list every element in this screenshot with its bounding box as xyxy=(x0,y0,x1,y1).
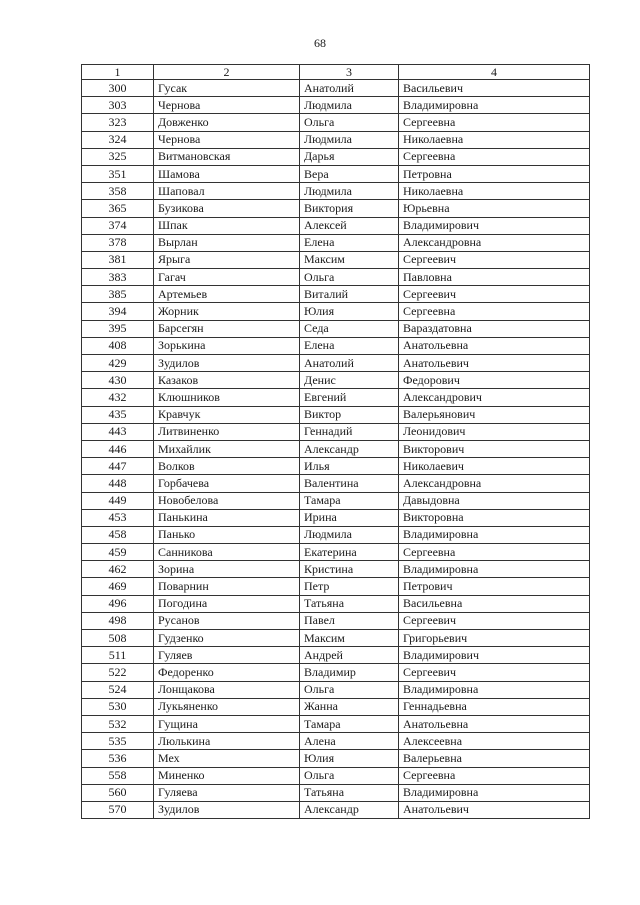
cell-number: 496 xyxy=(82,595,154,612)
cell-patronymic: Сергеевна xyxy=(399,767,590,784)
cell-number: 325 xyxy=(82,148,154,165)
cell-first-name: Жанна xyxy=(300,698,399,715)
table-row xyxy=(82,578,590,595)
cell-first-name: Татьяна xyxy=(300,784,399,801)
cell-patronymic: Валерьевна xyxy=(399,750,590,767)
cell-number: 560 xyxy=(82,784,154,801)
cell-first-name: Юлия xyxy=(300,750,399,767)
cell-surname: Зудилов xyxy=(154,355,300,372)
cell-surname: Панькина xyxy=(154,509,300,526)
cell-surname: Гуляева xyxy=(154,784,300,801)
cell-first-name: Ольга xyxy=(300,114,399,131)
cell-first-name: Александр xyxy=(300,801,399,818)
table-row xyxy=(82,355,590,372)
cell-first-name: Елена xyxy=(300,234,399,251)
cell-patronymic: Викторовна xyxy=(399,509,590,526)
cell-first-name: Ольга xyxy=(300,681,399,698)
cell-number: 365 xyxy=(82,200,154,217)
cell-number: 449 xyxy=(82,492,154,509)
table-row xyxy=(82,664,590,681)
cell-surname: Зудилов xyxy=(154,801,300,818)
cell-patronymic: Викторович xyxy=(399,440,590,457)
cell-first-name: Людмила xyxy=(300,131,399,148)
cell-first-name: Ольга xyxy=(300,269,399,286)
cell-patronymic: Владимирович xyxy=(399,217,590,234)
cell-patronymic: Петрович xyxy=(399,578,590,595)
column-header: 2 xyxy=(154,65,300,80)
cell-patronymic: Леонидович xyxy=(399,423,590,440)
table-row xyxy=(82,681,590,698)
cell-surname: Волков xyxy=(154,458,300,475)
cell-first-name: Татьяна xyxy=(300,595,399,612)
cell-first-name: Владимир xyxy=(300,664,399,681)
cell-number: 524 xyxy=(82,681,154,698)
cell-first-name: Геннадий xyxy=(300,423,399,440)
cell-patronymic: Сергеевна xyxy=(399,303,590,320)
cell-patronymic: Александрович xyxy=(399,389,590,406)
cell-first-name: Виктория xyxy=(300,200,399,217)
cell-number: 394 xyxy=(82,303,154,320)
cell-first-name: Максим xyxy=(300,630,399,647)
cell-number: 535 xyxy=(82,733,154,750)
cell-surname: Гущина xyxy=(154,715,300,732)
cell-patronymic: Николаевна xyxy=(399,183,590,200)
table-row xyxy=(82,630,590,647)
cell-first-name: Андрей xyxy=(300,647,399,664)
cell-surname: Витмановская xyxy=(154,148,300,165)
table-row xyxy=(82,561,590,578)
table-row xyxy=(82,303,590,320)
table-row xyxy=(82,406,590,423)
cell-first-name: Алексей xyxy=(300,217,399,234)
cell-surname: Лукьяненко xyxy=(154,698,300,715)
cell-surname: Погодина xyxy=(154,595,300,612)
cell-surname: Гуляев xyxy=(154,647,300,664)
cell-surname: Бузикова xyxy=(154,200,300,217)
table-row xyxy=(82,389,590,406)
cell-first-name: Анатолий xyxy=(300,355,399,372)
cell-number: 448 xyxy=(82,475,154,492)
cell-surname: Ярыга xyxy=(154,251,300,268)
cell-surname: Федоренко xyxy=(154,664,300,681)
cell-number: 432 xyxy=(82,389,154,406)
cell-number: 530 xyxy=(82,698,154,715)
table-row xyxy=(82,131,590,148)
table-row xyxy=(82,698,590,715)
cell-patronymic: Юрьевна xyxy=(399,200,590,217)
cell-first-name: Ирина xyxy=(300,509,399,526)
cell-surname: Русанов xyxy=(154,612,300,629)
cell-patronymic: Вараздатовна xyxy=(399,320,590,337)
cell-number: 430 xyxy=(82,372,154,389)
cell-number: 511 xyxy=(82,647,154,664)
cell-surname: Литвиненко xyxy=(154,423,300,440)
cell-patronymic: Сергеевич xyxy=(399,612,590,629)
cell-patronymic: Николаевич xyxy=(399,458,590,475)
cell-patronymic: Владимирович xyxy=(399,647,590,664)
cell-number: 462 xyxy=(82,561,154,578)
table-row xyxy=(82,97,590,114)
cell-patronymic: Петровна xyxy=(399,165,590,182)
cell-first-name: Дарья xyxy=(300,148,399,165)
column-header: 4 xyxy=(399,65,590,80)
cell-patronymic: Давыдовна xyxy=(399,492,590,509)
cell-first-name: Алена xyxy=(300,733,399,750)
cell-patronymic: Сергеевна xyxy=(399,148,590,165)
table-row xyxy=(82,526,590,543)
cell-patronymic: Сергеевич xyxy=(399,664,590,681)
table-row xyxy=(82,767,590,784)
cell-first-name: Людмила xyxy=(300,183,399,200)
cell-surname: Гусак xyxy=(154,80,300,97)
cell-patronymic: Николаевна xyxy=(399,131,590,148)
cell-patronymic: Александровна xyxy=(399,475,590,492)
cell-first-name: Тамара xyxy=(300,492,399,509)
cell-number: 435 xyxy=(82,406,154,423)
cell-patronymic: Павловна xyxy=(399,269,590,286)
cell-number: 358 xyxy=(82,183,154,200)
cell-patronymic: Александровна xyxy=(399,234,590,251)
cell-patronymic: Сергеевич xyxy=(399,286,590,303)
table-row xyxy=(82,200,590,217)
table-header-row xyxy=(82,65,590,80)
cell-first-name: Максим xyxy=(300,251,399,268)
cell-patronymic: Владимировна xyxy=(399,526,590,543)
cell-first-name: Илья xyxy=(300,458,399,475)
roster-table xyxy=(81,64,590,819)
cell-patronymic: Григорьевич xyxy=(399,630,590,647)
cell-number: 408 xyxy=(82,337,154,354)
cell-patronymic: Анатольевич xyxy=(399,355,590,372)
cell-surname: Шаповал xyxy=(154,183,300,200)
cell-surname: Поварнин xyxy=(154,578,300,595)
cell-surname: Довженко xyxy=(154,114,300,131)
cell-number: 453 xyxy=(82,509,154,526)
cell-first-name: Ольга xyxy=(300,767,399,784)
cell-surname: Люлькина xyxy=(154,733,300,750)
cell-number: 522 xyxy=(82,664,154,681)
cell-first-name: Виталий xyxy=(300,286,399,303)
cell-surname: Чернова xyxy=(154,131,300,148)
cell-surname: Жорник xyxy=(154,303,300,320)
cell-number: 447 xyxy=(82,458,154,475)
cell-first-name: Петр xyxy=(300,578,399,595)
cell-first-name: Виктор xyxy=(300,406,399,423)
cell-patronymic: Сергеевич xyxy=(399,251,590,268)
table-row xyxy=(82,647,590,664)
cell-patronymic: Владимировна xyxy=(399,681,590,698)
cell-number: 459 xyxy=(82,544,154,561)
cell-first-name: Евгений xyxy=(300,389,399,406)
cell-surname: Михайлик xyxy=(154,440,300,457)
cell-number: 446 xyxy=(82,440,154,457)
cell-surname: Артемьев xyxy=(154,286,300,303)
page-number: 68 xyxy=(314,36,326,50)
cell-first-name: Денис xyxy=(300,372,399,389)
cell-number: 374 xyxy=(82,217,154,234)
cell-surname: Лонщакова xyxy=(154,681,300,698)
cell-number: 458 xyxy=(82,526,154,543)
table-row xyxy=(82,492,590,509)
table-row xyxy=(82,372,590,389)
cell-number: 323 xyxy=(82,114,154,131)
cell-surname: Казаков xyxy=(154,372,300,389)
table-row xyxy=(82,165,590,182)
table-row xyxy=(82,80,590,97)
cell-number: 429 xyxy=(82,355,154,372)
cell-first-name: Кристина xyxy=(300,561,399,578)
cell-number: 558 xyxy=(82,767,154,784)
table-row xyxy=(82,114,590,131)
cell-patronymic: Владимировна xyxy=(399,561,590,578)
cell-number: 469 xyxy=(82,578,154,595)
cell-first-name: Елена xyxy=(300,337,399,354)
table-row xyxy=(82,733,590,750)
table-row xyxy=(82,595,590,612)
cell-first-name: Юлия xyxy=(300,303,399,320)
cell-number: 570 xyxy=(82,801,154,818)
cell-surname: Гагач xyxy=(154,269,300,286)
cell-number: 385 xyxy=(82,286,154,303)
cell-surname: Зорина xyxy=(154,561,300,578)
cell-surname: Миненко xyxy=(154,767,300,784)
cell-number: 381 xyxy=(82,251,154,268)
table-row xyxy=(82,183,590,200)
cell-number: 351 xyxy=(82,165,154,182)
table-row xyxy=(82,544,590,561)
cell-number: 395 xyxy=(82,320,154,337)
column-header: 3 xyxy=(300,65,399,80)
cell-patronymic: Владимировна xyxy=(399,784,590,801)
cell-first-name: Павел xyxy=(300,612,399,629)
cell-patronymic: Анатольевна xyxy=(399,715,590,732)
table-row xyxy=(82,234,590,251)
cell-patronymic: Сергеевна xyxy=(399,544,590,561)
table-row xyxy=(82,475,590,492)
cell-number: 300 xyxy=(82,80,154,97)
cell-patronymic: Сергеевна xyxy=(399,114,590,131)
table-row xyxy=(82,801,590,818)
cell-patronymic: Владимировна xyxy=(399,97,590,114)
cell-first-name: Валентина xyxy=(300,475,399,492)
cell-surname: Клюшников xyxy=(154,389,300,406)
cell-number: 532 xyxy=(82,715,154,732)
table-row xyxy=(82,509,590,526)
cell-surname: Гудзенко xyxy=(154,630,300,647)
table-row xyxy=(82,251,590,268)
cell-patronymic: Геннадьевна xyxy=(399,698,590,715)
cell-patronymic: Васильевна xyxy=(399,595,590,612)
table-row xyxy=(82,750,590,767)
cell-patronymic: Валерьянович xyxy=(399,406,590,423)
table-row xyxy=(82,217,590,234)
cell-surname: Горбачева xyxy=(154,475,300,492)
cell-surname: Зорькина xyxy=(154,337,300,354)
cell-number: 303 xyxy=(82,97,154,114)
cell-number: 498 xyxy=(82,612,154,629)
cell-first-name: Анатолий xyxy=(300,80,399,97)
cell-first-name: Вера xyxy=(300,165,399,182)
cell-number: 383 xyxy=(82,269,154,286)
table-row xyxy=(82,423,590,440)
cell-surname: Чернова xyxy=(154,97,300,114)
cell-number: 443 xyxy=(82,423,154,440)
cell-number: 536 xyxy=(82,750,154,767)
cell-surname: Новобелова xyxy=(154,492,300,509)
table-row xyxy=(82,458,590,475)
cell-surname: Шпак xyxy=(154,217,300,234)
cell-surname: Панько xyxy=(154,526,300,543)
cell-surname: Санникова xyxy=(154,544,300,561)
table-row xyxy=(82,148,590,165)
column-header: 1 xyxy=(82,65,154,80)
cell-first-name: Тамара xyxy=(300,715,399,732)
cell-first-name: Людмила xyxy=(300,526,399,543)
cell-surname: Вырлан xyxy=(154,234,300,251)
cell-number: 324 xyxy=(82,131,154,148)
cell-first-name: Екатерина xyxy=(300,544,399,561)
cell-surname: Мех xyxy=(154,750,300,767)
table-body xyxy=(82,80,590,819)
cell-first-name: Седа xyxy=(300,320,399,337)
table-row xyxy=(82,320,590,337)
table-row xyxy=(82,286,590,303)
table-row xyxy=(82,612,590,629)
cell-patronymic: Анатольевич xyxy=(399,801,590,818)
table-row xyxy=(82,440,590,457)
table-row xyxy=(82,337,590,354)
cell-number: 378 xyxy=(82,234,154,251)
cell-surname: Шамова xyxy=(154,165,300,182)
cell-patronymic: Анатольевна xyxy=(399,337,590,354)
cell-first-name: Александр xyxy=(300,440,399,457)
cell-patronymic: Федорович xyxy=(399,372,590,389)
cell-patronymic: Васильевич xyxy=(399,80,590,97)
cell-patronymic: Алексеевна xyxy=(399,733,590,750)
cell-surname: Барсегян xyxy=(154,320,300,337)
cell-number: 508 xyxy=(82,630,154,647)
table-row xyxy=(82,784,590,801)
table-row xyxy=(82,715,590,732)
cell-surname: Кравчук xyxy=(154,406,300,423)
table-row xyxy=(82,269,590,286)
cell-first-name: Людмила xyxy=(300,97,399,114)
